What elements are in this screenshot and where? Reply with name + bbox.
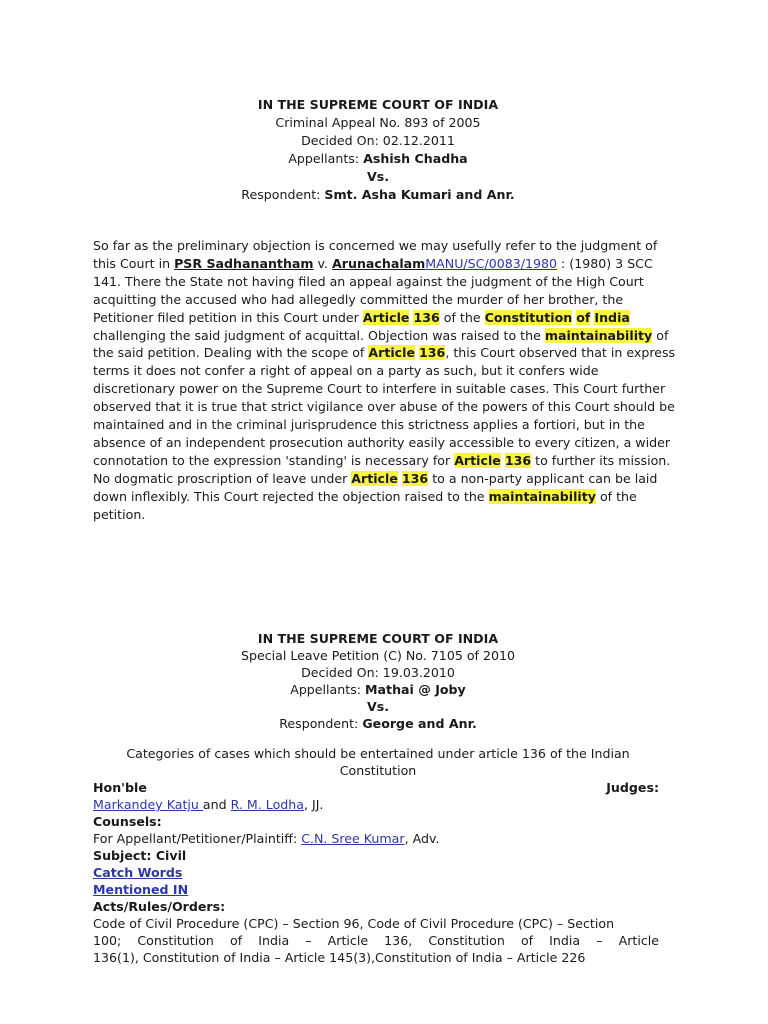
highlight-article: Article xyxy=(368,345,415,361)
counsel-line xyxy=(93,830,659,847)
highlight-136: 136 xyxy=(401,470,429,486)
para-text: of the petition. xyxy=(93,488,637,522)
honble-label: Hon'ble xyxy=(93,780,147,795)
acts-label: Acts/Rules/Orders: xyxy=(93,899,226,914)
citation-link-manu[interactable]: MANU/SC/0083/1980 xyxy=(425,255,558,271)
case2-court: IN THE SUPREME COURT OF INDIA xyxy=(257,631,499,646)
highlight-constitution: Constitution xyxy=(484,309,573,325)
para-text: , this Court observed that in express terms it does not confer a right of appeal on a party as such, but it confers wide discretionary power on the Supreme Court to interfere in suitable cases. This Court further observed that it is true that strict vigilance over abuse of the powers of this Court should be maintained and in the criminal jurisprudence this strictness applies a fortiori, but in the absence of an independent prosecution authority easily accessible to every citizen, a wider connotation to the expression 'standing' is necessary for xyxy=(93,345,676,468)
respondent-label: Respondent: xyxy=(241,187,321,202)
counsel-link-cn-sree-kumar[interactable]: C.N. Sree Kumar xyxy=(301,831,405,846)
highlight-maintainability: maintainability xyxy=(488,488,596,504)
para-text: of the xyxy=(439,309,485,325)
para-text: So far as the preliminary objection is concerned we may usefully refer to the judgment of this Court in xyxy=(93,238,658,271)
case2-details xyxy=(93,779,659,966)
judges-suffix: , JJ. xyxy=(303,797,324,812)
case1-appellants xyxy=(93,150,663,168)
highlight-article: Article xyxy=(351,470,398,486)
case2-summary: Categories of cases which should be entertained under article 136 of the Indian Constitution xyxy=(126,746,630,778)
para-text: to further its mission. No dogmatic proscription of leave under xyxy=(93,452,671,486)
highlight-of: of xyxy=(576,309,591,325)
appellants-label: Appellants: xyxy=(290,682,361,697)
para-text: challenging the said judgment of acquittal. Objection was raised to the xyxy=(93,327,545,343)
case2-header xyxy=(93,630,663,732)
case1-appeal-number: Criminal Appeal No. 893 of 2005 xyxy=(275,115,481,130)
highlight-136: 136 xyxy=(413,309,440,325)
case2-petition-number: Special Leave Petition (C) No. 7105 of 2010 xyxy=(240,648,516,663)
counsel-suffix: , Adv. xyxy=(404,831,440,846)
highlight-136: 136 xyxy=(504,452,532,468)
case1-versus: Vs. xyxy=(366,169,390,184)
catch-words-link[interactable]: Catch Words xyxy=(93,865,183,880)
highlight-maintainability: maintainability xyxy=(544,327,653,343)
case1-respondent xyxy=(93,186,663,204)
highlight-article: Article xyxy=(362,309,410,325)
respondent-name: Smt. Asha Kumari and Anr. xyxy=(324,187,515,202)
judge-link-markandey-katju[interactable]: Markandey Katju xyxy=(93,797,203,812)
appellant-name: Ashish Chadha xyxy=(363,151,468,166)
acts-line-3: 136(1), Constitution of India – Article 145(3),Constitution of India – Article 226 xyxy=(93,950,586,965)
case2-versus: Vs. xyxy=(366,699,390,714)
case1-header xyxy=(93,96,663,204)
mentioned-in-link[interactable]: Mentioned IN xyxy=(93,882,189,897)
judges-and: and xyxy=(202,797,231,812)
highlight-136: 136 xyxy=(419,345,446,361)
acts-line-1: Code of Civil Procedure (CPC) – Section 96, Code of Civil Procedure (CPC) – Section xyxy=(93,916,615,931)
highlight-india: India xyxy=(594,309,630,325)
highlight-article: Article xyxy=(454,452,501,468)
honble-judges-row xyxy=(93,779,659,796)
para-text: of the said petition. Dealing with the scope of xyxy=(93,327,669,361)
respondent-label: Respondent: xyxy=(279,716,359,731)
case1-court: IN THE SUPREME COURT OF INDIA xyxy=(257,97,499,112)
case2-decided-date: Decided On: 19.03.2010 xyxy=(301,665,455,680)
case2-respondent xyxy=(93,715,663,732)
appellant-name: Mathai @ Joby xyxy=(365,682,466,697)
appellants-label: Appellants: xyxy=(288,151,360,166)
counsels-label: Counsels: xyxy=(93,814,162,829)
case2-appellants xyxy=(93,681,663,698)
para-text: : (1980) 3 SCC 141. There the State not having filed an appeal against the judgment of the High Court acquitting the accused who had allegedly committed the murder of her brother, the Petitioner filed petition in this Court under xyxy=(93,255,653,325)
judges-label: Judges: xyxy=(606,780,659,795)
para-text: v. xyxy=(313,255,333,271)
case-link-arunachalam[interactable]: Arunachalam xyxy=(332,255,426,271)
case1-paragraph xyxy=(93,237,678,524)
subject-line: Subject: Civil xyxy=(93,848,187,863)
para-text: to a non-party applicant can be laid down inflexibly. This Court rejected the objection raised to the xyxy=(93,470,658,504)
case-link-psr-sadhanantham[interactable]: PSR Sadhanantham xyxy=(174,255,314,271)
judges-line xyxy=(93,796,659,813)
counsel-prefix: For Appellant/Petitioner/Plaintiff: xyxy=(93,831,302,846)
acts-line-2: 100; Constitution of India – Article 136, Constitution of India – Article xyxy=(93,933,659,948)
respondent-name: George and Anr. xyxy=(362,716,477,731)
judge-link-rm-lodha[interactable]: R. M. Lodha xyxy=(230,797,304,812)
case1-decided-date: Decided On: 02.12.2011 xyxy=(301,133,455,148)
